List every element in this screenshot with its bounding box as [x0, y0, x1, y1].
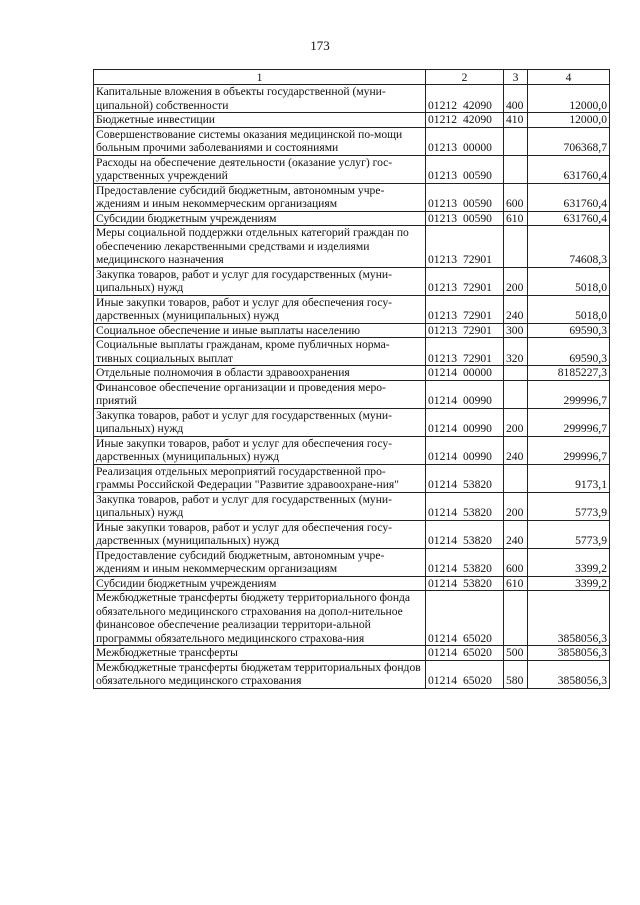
table-row — [94, 646, 610, 661]
column-header-4: 4 — [528, 70, 610, 85]
direction-code: 42090 — [462, 113, 492, 126]
row-code — [426, 127, 504, 155]
row-code — [426, 576, 504, 591]
expense-type: 240 — [504, 520, 528, 548]
row-code — [426, 660, 504, 688]
program-code: 01213 — [428, 169, 457, 182]
table-row — [94, 436, 610, 464]
expense-type: 320 — [504, 338, 528, 366]
program-code: 01214 — [428, 534, 457, 547]
row-code — [426, 380, 504, 408]
direction-code: 42090 — [462, 98, 492, 112]
program-code: 01213 — [428, 253, 457, 266]
amount: 5018,0 — [528, 295, 610, 323]
direction-code: 00000 — [462, 141, 492, 154]
expense-type — [504, 127, 528, 155]
column-header-2: 2 — [426, 70, 504, 85]
amount: 631760,4 — [528, 211, 610, 226]
expense-type: 610 — [504, 211, 528, 226]
direction-code: 00000 — [462, 366, 492, 379]
expense-type: 200 — [504, 267, 528, 295]
row-name: Иные закупки товаров, работ и услуг для обеспечения госу-дарственных (муниципальных) нужд — [94, 520, 426, 548]
direction-code: 53820 — [462, 534, 492, 547]
table-row — [94, 211, 610, 226]
program-code: 01213 — [428, 197, 457, 210]
expense-type: 600 — [504, 548, 528, 576]
row-code — [426, 113, 504, 128]
program-code: 01214 — [428, 422, 457, 435]
row-name: Межбюджетные трансферты — [94, 646, 426, 661]
row-code — [426, 520, 504, 548]
table-row — [94, 492, 610, 520]
expense-type: 200 — [504, 408, 528, 436]
amount: 299996,7 — [528, 408, 610, 436]
row-code — [426, 646, 504, 661]
row-name: Межбюджетные трансферты бюджету территориального фонда обязательного медицинского страхования на допол-нительное финансовое обеспечение реализации территори-альной программы обязательного медицинского страхова-ния — [94, 591, 426, 646]
expense-type: 580 — [504, 660, 528, 688]
expense-type: 300 — [504, 323, 528, 338]
table-row — [94, 338, 610, 366]
table-row — [94, 548, 610, 576]
program-code: 01214 — [428, 366, 457, 379]
expense-type: 400 — [504, 85, 528, 113]
row-name: Совершенствование системы оказания медицинской по-мощи больным прочими заболеваниями и состояниями — [94, 127, 426, 155]
direction-code: 00590 — [462, 197, 492, 210]
row-code — [426, 548, 504, 576]
row-name: Иные закупки товаров, работ и услуг для обеспечения госу-дарственных (муниципальных) нужд — [94, 295, 426, 323]
table-row — [94, 113, 610, 128]
row-name: Меры социальной поддержки отдельных категорий граждан по обеспечению лекарственными средствами и изделиями медицинского назначения — [94, 226, 426, 268]
row-code — [426, 155, 504, 183]
amount: 299996,7 — [528, 380, 610, 408]
program-code: 01213 — [428, 309, 457, 322]
budget-table — [93, 69, 610, 689]
direction-code: 00590 — [462, 211, 492, 225]
row-name: Закупка товаров, работ и услуг для государственных (муни-ципальных) нужд — [94, 267, 426, 295]
amount: 631760,4 — [528, 155, 610, 183]
row-code — [426, 85, 504, 113]
expense-type: 240 — [504, 295, 528, 323]
row-name: Субсидии бюджетным учреждениям — [94, 211, 426, 226]
table-row — [94, 576, 610, 591]
program-code: 01213 — [428, 211, 457, 225]
column-header-3: 3 — [504, 70, 528, 85]
expense-type — [504, 155, 528, 183]
program-code: 01212 — [428, 98, 457, 112]
row-code — [426, 267, 504, 295]
row-code — [426, 211, 504, 226]
expense-type: 240 — [504, 436, 528, 464]
row-code — [426, 338, 504, 366]
row-code — [426, 183, 504, 211]
row-name: Расходы на обеспечение деятельности (оказание услуг) гос-ударственных учреждений — [94, 155, 426, 183]
direction-code: 00990 — [462, 450, 492, 463]
program-code: 01214 — [428, 576, 457, 590]
row-code — [426, 492, 504, 520]
row-name: Субсидии бюджетным учреждениям — [94, 576, 426, 591]
amount: 12000,0 — [528, 85, 610, 113]
amount: 3399,2 — [528, 576, 610, 591]
amount: 3858056,3 — [528, 646, 610, 661]
amount: 69590,3 — [528, 323, 610, 338]
program-code: 01212 — [428, 113, 457, 126]
amount: 3858056,3 — [528, 591, 610, 646]
direction-code: 53820 — [462, 506, 492, 519]
row-code — [426, 408, 504, 436]
amount: 74608,3 — [528, 226, 610, 268]
program-code: 01214 — [428, 506, 457, 519]
program-code: 01214 — [428, 450, 457, 463]
amount: 706368,7 — [528, 127, 610, 155]
direction-code: 00590 — [462, 169, 492, 182]
column-header-1: 1 — [94, 70, 426, 85]
direction-code: 72901 — [462, 309, 492, 322]
table-row — [94, 183, 610, 211]
direction-code: 72901 — [462, 281, 492, 294]
row-name: Реализация отдельных мероприятий государственной про-граммы Российской Федерации "Развитие здравоохране-ния" — [94, 464, 426, 492]
table-row — [94, 323, 610, 338]
expense-type — [504, 226, 528, 268]
amount: 5018,0 — [528, 267, 610, 295]
expense-type — [504, 591, 528, 646]
table-row — [94, 155, 610, 183]
direction-code: 65020 — [462, 674, 492, 687]
direction-code: 72901 — [462, 323, 492, 337]
amount: 3858056,3 — [528, 660, 610, 688]
row-code — [426, 323, 504, 338]
program-code: 01214 — [428, 562, 457, 575]
expense-type — [504, 366, 528, 381]
expense-type — [504, 380, 528, 408]
expense-type: 500 — [504, 646, 528, 661]
program-code: 01214 — [428, 646, 457, 659]
table-row — [94, 591, 610, 646]
amount: 5773,9 — [528, 520, 610, 548]
program-code: 01213 — [428, 351, 457, 365]
direction-code: 53820 — [462, 562, 492, 575]
direction-code: 53820 — [462, 478, 492, 491]
direction-code: 00990 — [462, 394, 492, 407]
row-code — [426, 464, 504, 492]
table-row — [94, 127, 610, 155]
amount: 5773,9 — [528, 492, 610, 520]
direction-code: 00990 — [462, 422, 492, 435]
row-name: Социальные выплаты гражданам, кроме публичных норма-тивных социальных выплат — [94, 338, 426, 366]
table-row — [94, 520, 610, 548]
row-code — [426, 295, 504, 323]
direction-code: 65020 — [462, 646, 492, 659]
amount: 299996,7 — [528, 436, 610, 464]
program-code: 01214 — [428, 631, 457, 645]
row-name: Закупка товаров, работ и услуг для государственных (муни-ципальных) нужд — [94, 492, 426, 520]
program-code: 01213 — [428, 323, 457, 337]
direction-code: 65020 — [462, 631, 492, 645]
table-row — [94, 660, 610, 688]
program-code: 01213 — [428, 281, 457, 294]
expense-type: 610 — [504, 576, 528, 591]
program-code: 01214 — [428, 674, 457, 687]
table-row — [94, 226, 610, 268]
expense-type — [504, 464, 528, 492]
row-name: Предоставление субсидий бюджетным, автономным учре-ждениям и иным некоммерческим организациям — [94, 183, 426, 211]
row-code — [426, 226, 504, 268]
row-name: Социальное обеспечение и иные выплаты населению — [94, 323, 426, 338]
direction-code: 53820 — [462, 576, 492, 590]
expense-type: 200 — [504, 492, 528, 520]
direction-code: 72901 — [462, 253, 492, 266]
direction-code: 72901 — [462, 351, 492, 365]
amount: 12000,0 — [528, 113, 610, 128]
row-name: Бюджетные инвестиции — [94, 113, 426, 128]
expense-type: 600 — [504, 183, 528, 211]
amount: 3399,2 — [528, 548, 610, 576]
program-code: 01213 — [428, 141, 457, 154]
page-number: 173 — [310, 38, 330, 53]
row-name: Закупка товаров, работ и услуг для государственных (муни-ципальных) нужд — [94, 408, 426, 436]
program-code: 01214 — [428, 394, 457, 407]
amount: 631760,4 — [528, 183, 610, 211]
table-row — [94, 295, 610, 323]
table-row — [94, 408, 610, 436]
program-code: 01214 — [428, 478, 457, 491]
amount: 9173,1 — [528, 464, 610, 492]
row-code — [426, 436, 504, 464]
table-row — [94, 464, 610, 492]
table-row — [94, 85, 610, 113]
table-row — [94, 267, 610, 295]
row-code — [426, 591, 504, 646]
table-row — [94, 380, 610, 408]
amount: 8185227,3 — [528, 366, 610, 381]
row-name: Предоставление субсидий бюджетным, автономным учре-ждениям и иным некоммерческим организациям — [94, 548, 426, 576]
header-row — [94, 70, 610, 85]
row-name: Межбюджетные трансферты бюджетам территориальных фондов обязательного медицинского страхования — [94, 660, 426, 688]
row-name: Отдельные полномочия в области здравоохранения — [94, 366, 426, 381]
row-code — [426, 366, 504, 381]
row-name: Иные закупки товаров, работ и услуг для обеспечения госу-дарственных (муниципальных) нужд — [94, 436, 426, 464]
table-row — [94, 366, 610, 381]
row-name: Финансовое обеспечение организации и проведения меро-приятий — [94, 380, 426, 408]
row-name: Капитальные вложения в объекты государственной (муни-ципальной) собственности — [94, 85, 426, 113]
expense-type: 410 — [504, 113, 528, 128]
amount: 69590,3 — [528, 338, 610, 366]
